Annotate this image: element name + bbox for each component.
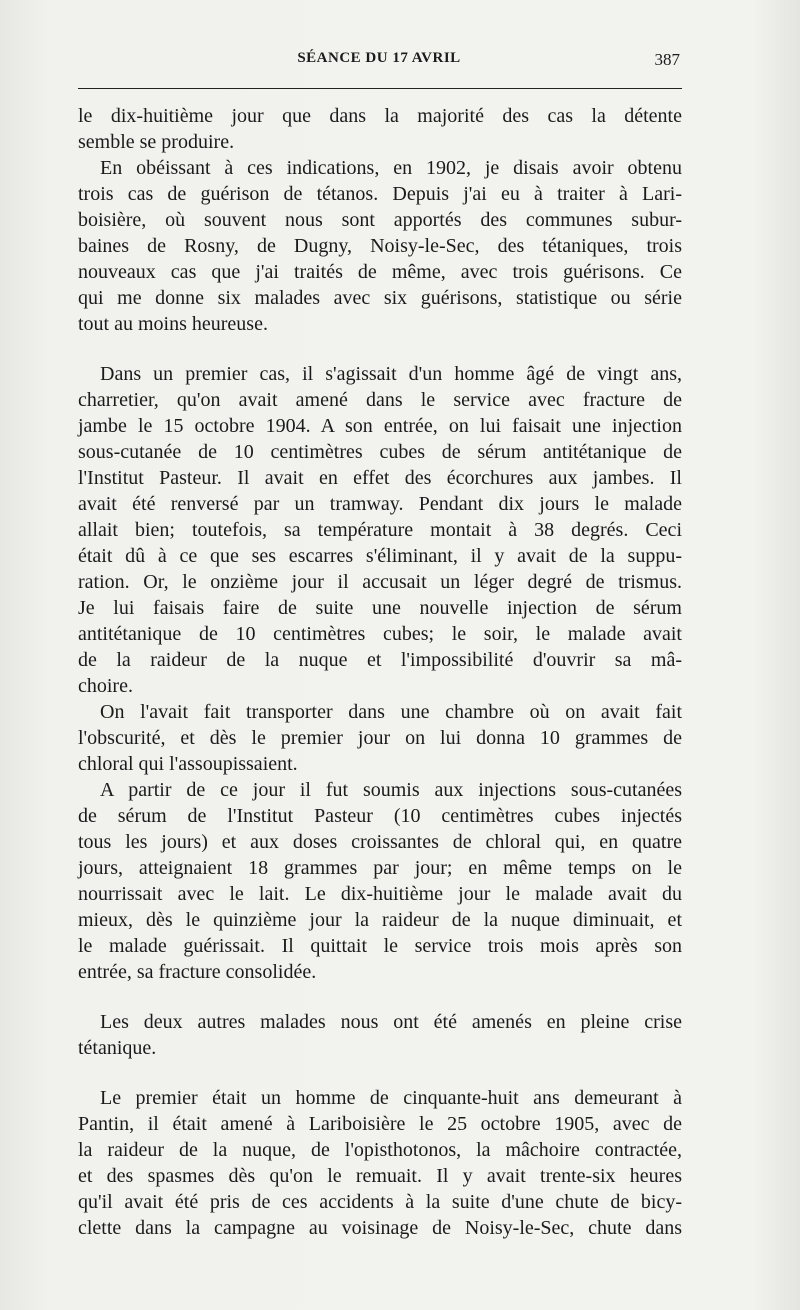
text-line: l'Institut Pasteur. Il avait en effet des écorchures aux jambes. Il: [78, 467, 682, 489]
text-line: trois cas de guérison de tétanos. Depuis j'ai eu à traiter à Lari-: [78, 183, 682, 205]
text-line: de sérum de l'Institut Pasteur (10 centimètres cubes injectés: [78, 805, 682, 827]
text-line: baines de Rosny, de Dugny, Noisy-le-Sec, des tétaniques, trois: [78, 235, 682, 257]
text-line: boisière, où souvent nous sont apportés des communes subur-: [78, 209, 682, 231]
text-line: clette dans la campagne au voisinage de Noisy-le-Sec, chute dans: [78, 1217, 682, 1239]
page-number: 387: [654, 50, 680, 69]
text-line: chloral qui l'assoupissaient.: [78, 753, 298, 775]
running-title: SÉANCE DU 17 AVRIL: [297, 50, 461, 66]
text-line: qu'il avait été pris de ces accidents à la suite d'une chute de bicy-: [78, 1191, 682, 1213]
text-line: était dû à ce que ses escarres s'éliminant, il y avait de la suppu-: [78, 545, 682, 567]
text-line: sous-cutanée de 10 centimètres cubes de sérum antitétanique de: [78, 441, 682, 463]
text-line: la raideur de la nuque, de l'opisthotonos, la mâchoire contractée,: [78, 1139, 682, 1161]
paragraph-gap: [78, 985, 682, 1009]
text-line: A partir de ce jour il fut soumis aux injections sous-cutanées: [100, 779, 682, 801]
text-line: jambe le 15 octobre 1904. A son entrée, on lui faisait une injection: [78, 415, 682, 437]
text-line: ration. Or, le onzième jour il accusait un léger degré de trismus.: [78, 571, 682, 593]
header-rule: [78, 88, 682, 89]
text-line: semble se produire.: [78, 131, 235, 153]
paragraph-gap: [78, 1061, 682, 1085]
text-line: Pantin, il était amené à Lariboisière le 25 octobre 1905, avec de: [78, 1113, 682, 1135]
text-line: tétanique.: [78, 1037, 157, 1059]
text-line: avait été renversé par un tramway. Pendant dix jours le malade: [78, 493, 682, 515]
text-line: le dix-huitième jour que dans la majorité des cas la détente: [78, 105, 682, 127]
text-line: le malade guérissait. Il quittait le service trois mois après son: [78, 935, 682, 957]
text-line: et des spasmes dès qu'on le remuait. Il y avait trente-six heures: [78, 1165, 682, 1187]
text-line: tous les jours) et aux doses croissantes de chloral qui, en quatre: [78, 831, 682, 853]
text-line: Les deux autres malades nous ont été amenés en pleine crise: [100, 1011, 682, 1033]
running-header: [78, 50, 680, 74]
text-line: On l'avait fait transporter dans une chambre où on avait fait: [100, 701, 682, 723]
body-text: [78, 103, 682, 1241]
paragraph-gap: [78, 337, 682, 361]
text-line: choire.: [78, 675, 133, 697]
text-line: En obéissant à ces indications, en 1902, je disais avoir obtenu: [100, 157, 682, 179]
text-line: nourrissait avec le lait. Le dix-huitième jour le malade avait du: [78, 883, 682, 905]
text-line: charretier, qu'on avait amené dans le service avec fracture de: [78, 389, 682, 411]
text-line: allait bien; toutefois, sa température montait à 38 degrés. Ceci: [78, 519, 682, 541]
text-line: qui me donne six malades avec six guérisons, statistique ou série: [78, 287, 682, 309]
text-line: jours, atteignaient 18 grammes par jour; en même temps on le: [78, 857, 682, 879]
text-line: antitétanique de 10 centimètres cubes; le soir, le malade avait: [78, 623, 682, 645]
text-line: de la raideur de la nuque et l'impossibilité d'ouvrir sa mâ-: [78, 649, 682, 671]
text-line: l'obscurité, et dès le premier jour on lui donna 10 grammes de: [78, 727, 682, 749]
text-line: Dans un premier cas, il s'agissait d'un homme âgé de vingt ans,: [100, 363, 682, 385]
text-line: tout au moins heureuse.: [78, 313, 268, 335]
text-line: nouveaux cas que j'ai traités de même, avec trois guérisons. Ce: [78, 261, 682, 283]
text-line: mieux, dès le quinzième jour la raideur de la nuque diminuait, et: [78, 909, 682, 931]
text-line: Je lui faisais faire de suite une nouvelle injection de sérum: [78, 597, 682, 619]
text-line: entrée, sa fracture consolidée.: [78, 961, 317, 983]
text-line: Le premier était un homme de cinquante-huit ans demeurant à: [100, 1087, 682, 1109]
